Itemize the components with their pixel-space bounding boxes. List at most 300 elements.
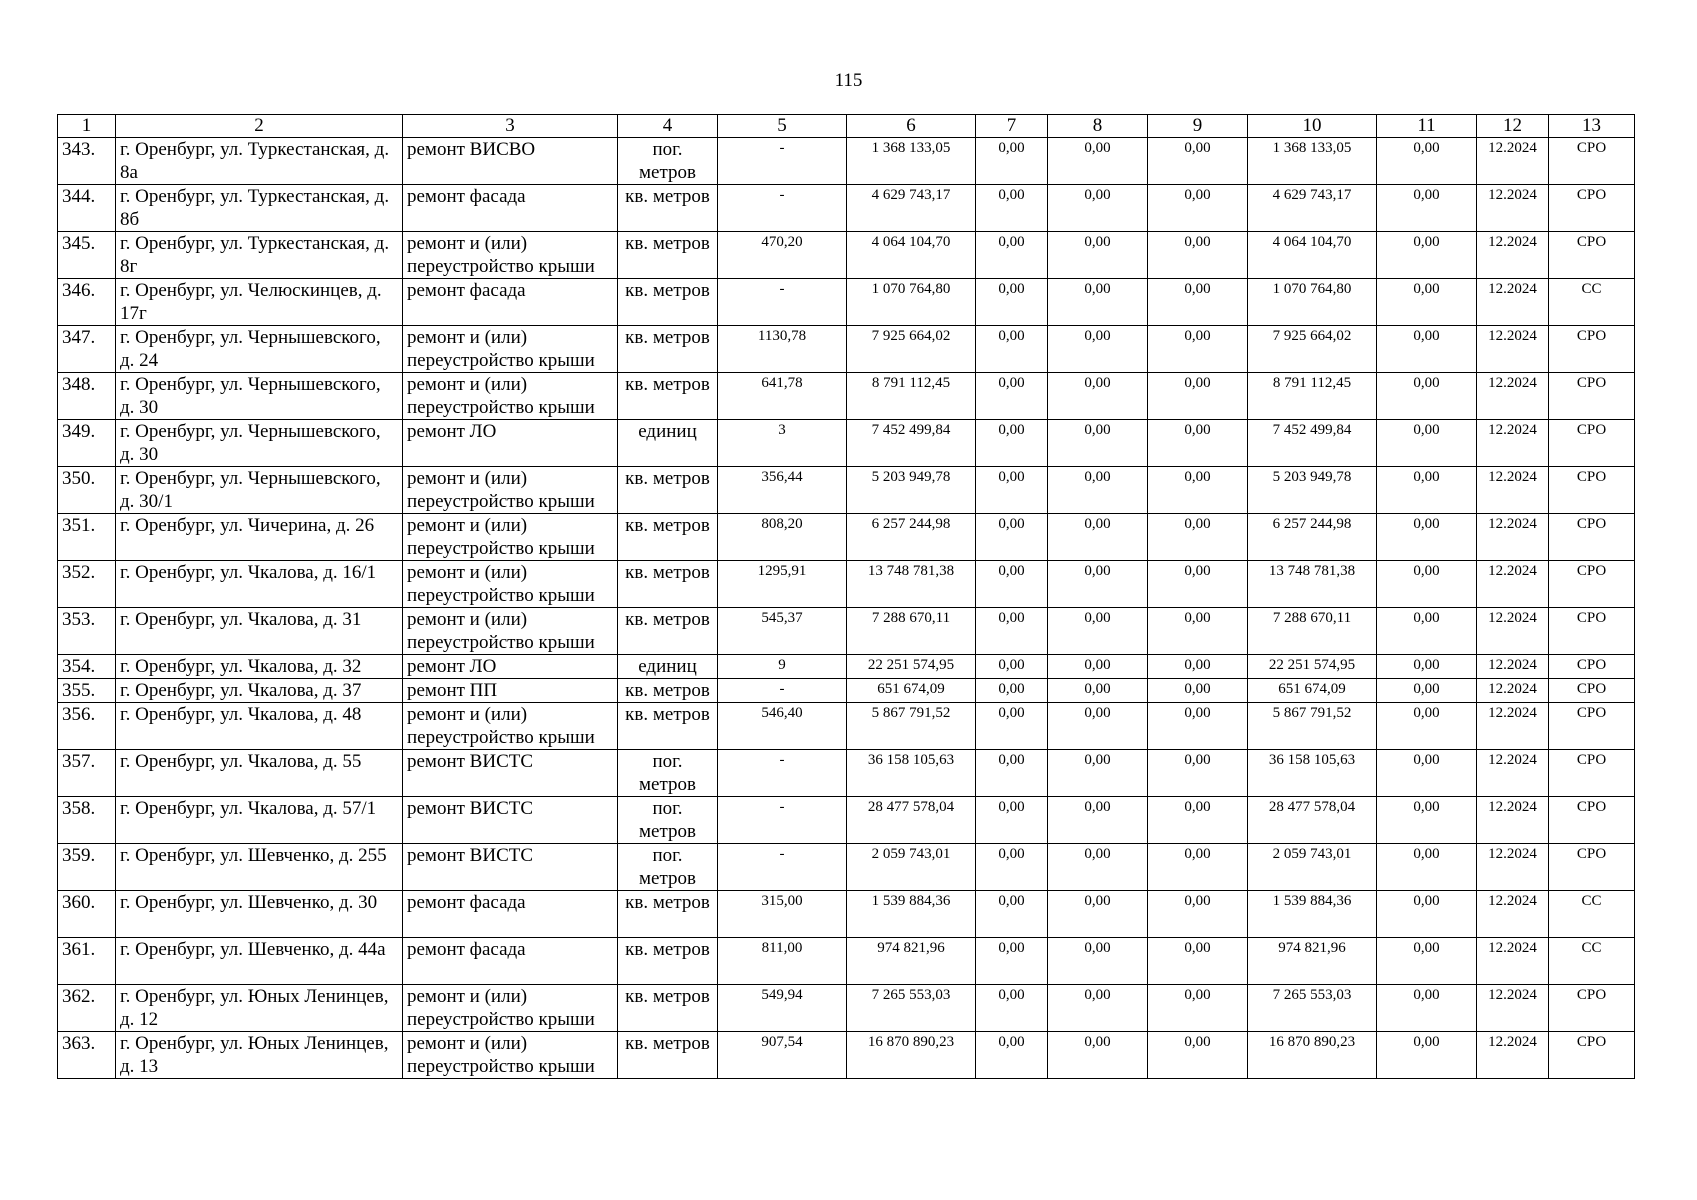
owners-funds-cell: 22 251 574,95 bbox=[1248, 655, 1377, 679]
budget-subject-cell: 0,00 bbox=[1048, 797, 1148, 844]
work-type-cell: ремонт и (или) переустройство крыши bbox=[403, 561, 618, 608]
column-header: 1 bbox=[58, 115, 116, 138]
other-funds-cell: 0,00 bbox=[1377, 514, 1477, 561]
total-cost-cell: 7 265 553,03 bbox=[847, 985, 976, 1032]
quantity-cell: - bbox=[718, 844, 847, 891]
deadline-cell: 12.2024 bbox=[1477, 326, 1549, 373]
row-number: 345. bbox=[58, 232, 116, 279]
total-cost-cell: 4 064 104,70 bbox=[847, 232, 976, 279]
fund-method-cell: СРО bbox=[1549, 514, 1635, 561]
deadline-cell: 12.2024 bbox=[1477, 797, 1549, 844]
total-cost-cell: 22 251 574,95 bbox=[847, 655, 976, 679]
column-header: 3 bbox=[403, 115, 618, 138]
deadline-cell: 12.2024 bbox=[1477, 1032, 1549, 1079]
budget-subject-cell: 0,00 bbox=[1048, 750, 1148, 797]
unit-cell: кв. метров bbox=[618, 232, 718, 279]
other-funds-cell: 0,00 bbox=[1377, 279, 1477, 326]
budget-subject-cell: 0,00 bbox=[1048, 373, 1148, 420]
total-cost-cell: 651 674,09 bbox=[847, 679, 976, 703]
row-number: 354. bbox=[58, 655, 116, 679]
address-cell: г. Оренбург, ул. Чкалова, д. 31 bbox=[116, 608, 403, 655]
repair-register-table bbox=[57, 114, 1635, 1079]
unit-cell: кв. метров bbox=[618, 279, 718, 326]
table-row bbox=[58, 279, 1635, 326]
row-number: 350. bbox=[58, 467, 116, 514]
budget-subject-cell: 0,00 bbox=[1048, 608, 1148, 655]
fund-method-cell: СРО bbox=[1549, 797, 1635, 844]
address-cell: г. Оренбург, ул. Чернышевского, д. 30 bbox=[116, 420, 403, 467]
budget-subject-cell: 0,00 bbox=[1048, 326, 1148, 373]
total-cost-cell: 8 791 112,45 bbox=[847, 373, 976, 420]
fund-method-cell: СРО bbox=[1549, 420, 1635, 467]
other-funds-cell: 0,00 bbox=[1377, 420, 1477, 467]
row-number: 361. bbox=[58, 938, 116, 985]
owners-funds-cell: 651 674,09 bbox=[1248, 679, 1377, 703]
total-cost-cell: 7 452 499,84 bbox=[847, 420, 976, 467]
quantity-cell: 545,37 bbox=[718, 608, 847, 655]
budget-subject-cell: 0,00 bbox=[1048, 703, 1148, 750]
fund-cell: 0,00 bbox=[976, 138, 1048, 185]
local-budget-cell: 0,00 bbox=[1148, 561, 1248, 608]
other-funds-cell: 0,00 bbox=[1377, 797, 1477, 844]
owners-funds-cell: 974 821,96 bbox=[1248, 938, 1377, 985]
fund-cell: 0,00 bbox=[976, 985, 1048, 1032]
fund-cell: 0,00 bbox=[976, 420, 1048, 467]
budget-subject-cell: 0,00 bbox=[1048, 938, 1148, 985]
other-funds-cell: 0,00 bbox=[1377, 373, 1477, 420]
fund-cell: 0,00 bbox=[976, 232, 1048, 279]
unit-cell: пог. метров bbox=[618, 797, 718, 844]
column-header: 10 bbox=[1248, 115, 1377, 138]
total-cost-cell: 16 870 890,23 bbox=[847, 1032, 976, 1079]
fund-method-cell: СС bbox=[1549, 891, 1635, 938]
table-row bbox=[58, 891, 1635, 938]
unit-cell: кв. метров bbox=[618, 679, 718, 703]
deadline-cell: 12.2024 bbox=[1477, 608, 1549, 655]
quantity-cell: 808,20 bbox=[718, 514, 847, 561]
table-row bbox=[58, 420, 1635, 467]
deadline-cell: 12.2024 bbox=[1477, 938, 1549, 985]
deadline-cell: 12.2024 bbox=[1477, 373, 1549, 420]
other-funds-cell: 0,00 bbox=[1377, 232, 1477, 279]
unit-cell: пог. метров bbox=[618, 844, 718, 891]
fund-method-cell: СРО bbox=[1549, 185, 1635, 232]
row-number: 349. bbox=[58, 420, 116, 467]
unit-cell: пог. метров bbox=[618, 138, 718, 185]
total-cost-cell: 1 368 133,05 bbox=[847, 138, 976, 185]
table-row bbox=[58, 561, 1635, 608]
fund-cell: 0,00 bbox=[976, 1032, 1048, 1079]
fund-cell: 0,00 bbox=[976, 326, 1048, 373]
other-funds-cell: 0,00 bbox=[1377, 655, 1477, 679]
work-type-cell: ремонт фасада bbox=[403, 279, 618, 326]
local-budget-cell: 0,00 bbox=[1148, 655, 1248, 679]
address-cell: г. Оренбург, ул. Чичерина, д. 26 bbox=[116, 514, 403, 561]
column-header: 9 bbox=[1148, 115, 1248, 138]
deadline-cell: 12.2024 bbox=[1477, 514, 1549, 561]
unit-cell: кв. метров bbox=[618, 326, 718, 373]
total-cost-cell: 5 867 791,52 bbox=[847, 703, 976, 750]
unit-cell: единиц bbox=[618, 420, 718, 467]
owners-funds-cell: 4 064 104,70 bbox=[1248, 232, 1377, 279]
fund-method-cell: СРО bbox=[1549, 608, 1635, 655]
unit-cell: кв. метров bbox=[618, 514, 718, 561]
work-type-cell: ремонт и (или) переустройство крыши bbox=[403, 985, 618, 1032]
fund-cell: 0,00 bbox=[976, 938, 1048, 985]
quantity-cell: - bbox=[718, 797, 847, 844]
fund-cell: 0,00 bbox=[976, 467, 1048, 514]
deadline-cell: 12.2024 bbox=[1477, 703, 1549, 750]
deadline-cell: 12.2024 bbox=[1477, 138, 1549, 185]
work-type-cell: ремонт фасада bbox=[403, 185, 618, 232]
owners-funds-cell: 6 257 244,98 bbox=[1248, 514, 1377, 561]
quantity-cell: - bbox=[718, 750, 847, 797]
row-number: 359. bbox=[58, 844, 116, 891]
address-cell: г. Оренбург, ул. Чернышевского, д. 30/1 bbox=[116, 467, 403, 514]
budget-subject-cell: 0,00 bbox=[1048, 420, 1148, 467]
column-header: 12 bbox=[1477, 115, 1549, 138]
owners-funds-cell: 1 070 764,80 bbox=[1248, 279, 1377, 326]
table-row bbox=[58, 185, 1635, 232]
quantity-cell: 811,00 bbox=[718, 938, 847, 985]
row-number: 343. bbox=[58, 138, 116, 185]
work-type-cell: ремонт фасада bbox=[403, 891, 618, 938]
budget-subject-cell: 0,00 bbox=[1048, 844, 1148, 891]
work-type-cell: ремонт фасада bbox=[403, 938, 618, 985]
fund-method-cell: СРО bbox=[1549, 703, 1635, 750]
local-budget-cell: 0,00 bbox=[1148, 844, 1248, 891]
unit-cell: пог. метров bbox=[618, 750, 718, 797]
work-type-cell: ремонт ВИСТС bbox=[403, 797, 618, 844]
unit-cell: единиц bbox=[618, 655, 718, 679]
total-cost-cell: 4 629 743,17 bbox=[847, 185, 976, 232]
unit-cell: кв. метров bbox=[618, 1032, 718, 1079]
budget-subject-cell: 0,00 bbox=[1048, 185, 1148, 232]
fund-method-cell: СС bbox=[1549, 279, 1635, 326]
local-budget-cell: 0,00 bbox=[1148, 467, 1248, 514]
address-cell: г. Оренбург, ул. Чернышевского, д. 24 bbox=[116, 326, 403, 373]
address-cell: г. Оренбург, ул. Юных Ленинцев, д. 13 bbox=[116, 1032, 403, 1079]
deadline-cell: 12.2024 bbox=[1477, 185, 1549, 232]
local-budget-cell: 0,00 bbox=[1148, 679, 1248, 703]
total-cost-cell: 36 158 105,63 bbox=[847, 750, 976, 797]
owners-funds-cell: 5 867 791,52 bbox=[1248, 703, 1377, 750]
local-budget-cell: 0,00 bbox=[1148, 373, 1248, 420]
unit-cell: кв. метров bbox=[618, 373, 718, 420]
row-number: 351. bbox=[58, 514, 116, 561]
local-budget-cell: 0,00 bbox=[1148, 232, 1248, 279]
column-header: 2 bbox=[116, 115, 403, 138]
deadline-cell: 12.2024 bbox=[1477, 655, 1549, 679]
fund-cell: 0,00 bbox=[976, 797, 1048, 844]
local-budget-cell: 0,00 bbox=[1148, 703, 1248, 750]
deadline-cell: 12.2024 bbox=[1477, 420, 1549, 467]
local-budget-cell: 0,00 bbox=[1148, 138, 1248, 185]
work-type-cell: ремонт и (или) переустройство крыши bbox=[403, 1032, 618, 1079]
quantity-cell: 9 bbox=[718, 655, 847, 679]
row-number: 353. bbox=[58, 608, 116, 655]
budget-subject-cell: 0,00 bbox=[1048, 138, 1148, 185]
other-funds-cell: 0,00 bbox=[1377, 679, 1477, 703]
work-type-cell: ремонт и (или) переустройство крыши bbox=[403, 514, 618, 561]
address-cell: г. Оренбург, ул. Юных Ленинцев, д. 12 bbox=[116, 985, 403, 1032]
budget-subject-cell: 0,00 bbox=[1048, 514, 1148, 561]
table-row bbox=[58, 797, 1635, 844]
address-cell: г. Оренбург, ул. Шевченко, д. 255 bbox=[116, 844, 403, 891]
quantity-cell: 549,94 bbox=[718, 985, 847, 1032]
budget-subject-cell: 0,00 bbox=[1048, 467, 1148, 514]
unit-cell: кв. метров bbox=[618, 985, 718, 1032]
other-funds-cell: 0,00 bbox=[1377, 561, 1477, 608]
address-cell: г. Оренбург, ул. Чкалова, д. 55 bbox=[116, 750, 403, 797]
other-funds-cell: 0,00 bbox=[1377, 1032, 1477, 1079]
owners-funds-cell: 1 368 133,05 bbox=[1248, 138, 1377, 185]
owners-funds-cell: 28 477 578,04 bbox=[1248, 797, 1377, 844]
fund-cell: 0,00 bbox=[976, 185, 1048, 232]
column-header: 7 bbox=[976, 115, 1048, 138]
column-header: 13 bbox=[1549, 115, 1635, 138]
column-header: 8 bbox=[1048, 115, 1148, 138]
local-budget-cell: 0,00 bbox=[1148, 326, 1248, 373]
work-type-cell: ремонт и (или) переустройство крыши bbox=[403, 703, 618, 750]
work-type-cell: ремонт ЛО bbox=[403, 655, 618, 679]
fund-method-cell: СРО bbox=[1549, 232, 1635, 279]
local-budget-cell: 0,00 bbox=[1148, 420, 1248, 467]
unit-cell: кв. метров bbox=[618, 185, 718, 232]
address-cell: г. Оренбург, ул. Чкалова, д. 16/1 bbox=[116, 561, 403, 608]
table-row bbox=[58, 326, 1635, 373]
owners-funds-cell: 2 059 743,01 bbox=[1248, 844, 1377, 891]
fund-method-cell: СРО bbox=[1549, 373, 1635, 420]
other-funds-cell: 0,00 bbox=[1377, 326, 1477, 373]
unit-cell: кв. метров bbox=[618, 703, 718, 750]
quantity-cell: 641,78 bbox=[718, 373, 847, 420]
total-cost-cell: 974 821,96 bbox=[847, 938, 976, 985]
fund-cell: 0,00 bbox=[976, 279, 1048, 326]
fund-method-cell: СРО bbox=[1549, 679, 1635, 703]
unit-cell: кв. метров bbox=[618, 467, 718, 514]
other-funds-cell: 0,00 bbox=[1377, 844, 1477, 891]
budget-subject-cell: 0,00 bbox=[1048, 891, 1148, 938]
fund-method-cell: СРО bbox=[1549, 655, 1635, 679]
budget-subject-cell: 0,00 bbox=[1048, 232, 1148, 279]
quantity-cell: 470,20 bbox=[718, 232, 847, 279]
quantity-cell: 1295,91 bbox=[718, 561, 847, 608]
fund-cell: 0,00 bbox=[976, 608, 1048, 655]
column-header: 5 bbox=[718, 115, 847, 138]
work-type-cell: ремонт ВИСВО bbox=[403, 138, 618, 185]
work-type-cell: ремонт и (или) переустройство крыши bbox=[403, 232, 618, 279]
local-budget-cell: 0,00 bbox=[1148, 938, 1248, 985]
work-type-cell: ремонт и (или) переустройство крыши bbox=[403, 608, 618, 655]
local-budget-cell: 0,00 bbox=[1148, 608, 1248, 655]
local-budget-cell: 0,00 bbox=[1148, 891, 1248, 938]
other-funds-cell: 0,00 bbox=[1377, 985, 1477, 1032]
budget-subject-cell: 0,00 bbox=[1048, 1032, 1148, 1079]
row-number: 363. bbox=[58, 1032, 116, 1079]
quantity-cell: - bbox=[718, 279, 847, 326]
owners-funds-cell: 16 870 890,23 bbox=[1248, 1032, 1377, 1079]
row-number: 347. bbox=[58, 326, 116, 373]
local-budget-cell: 0,00 bbox=[1148, 750, 1248, 797]
work-type-cell: ремонт и (или) переустройство крыши bbox=[403, 467, 618, 514]
address-cell: г. Оренбург, ул. Шевченко, д. 44а bbox=[116, 938, 403, 985]
row-number: 362. bbox=[58, 985, 116, 1032]
quantity-cell: 315,00 bbox=[718, 891, 847, 938]
fund-cell: 0,00 bbox=[976, 655, 1048, 679]
address-cell: г. Оренбург, ул. Челюскинцев, д. 17г bbox=[116, 279, 403, 326]
table-row bbox=[58, 938, 1635, 985]
address-cell: г. Оренбург, ул. Чкалова, д. 32 bbox=[116, 655, 403, 679]
unit-cell: кв. метров bbox=[618, 938, 718, 985]
total-cost-cell: 13 748 781,38 bbox=[847, 561, 976, 608]
total-cost-cell: 7 925 664,02 bbox=[847, 326, 976, 373]
other-funds-cell: 0,00 bbox=[1377, 185, 1477, 232]
fund-method-cell: СРО bbox=[1549, 467, 1635, 514]
total-cost-cell: 2 059 743,01 bbox=[847, 844, 976, 891]
unit-cell: кв. метров bbox=[618, 608, 718, 655]
local-budget-cell: 0,00 bbox=[1148, 1032, 1248, 1079]
quantity-cell: 907,54 bbox=[718, 1032, 847, 1079]
row-number: 360. bbox=[58, 891, 116, 938]
table-row bbox=[58, 373, 1635, 420]
table-row bbox=[58, 985, 1635, 1032]
work-type-cell: ремонт ПП bbox=[403, 679, 618, 703]
owners-funds-cell: 7 265 553,03 bbox=[1248, 985, 1377, 1032]
page-number: 115 bbox=[834, 70, 863, 91]
local-budget-cell: 0,00 bbox=[1148, 185, 1248, 232]
fund-cell: 0,00 bbox=[976, 514, 1048, 561]
table-row bbox=[58, 679, 1635, 703]
fund-method-cell: СРО bbox=[1549, 326, 1635, 373]
other-funds-cell: 0,00 bbox=[1377, 750, 1477, 797]
total-cost-cell: 1 070 764,80 bbox=[847, 279, 976, 326]
row-number: 356. bbox=[58, 703, 116, 750]
budget-subject-cell: 0,00 bbox=[1048, 679, 1148, 703]
deadline-cell: 12.2024 bbox=[1477, 750, 1549, 797]
fund-method-cell: СРО bbox=[1549, 1032, 1635, 1079]
unit-cell: кв. метров bbox=[618, 561, 718, 608]
total-cost-cell: 1 539 884,36 bbox=[847, 891, 976, 938]
deadline-cell: 12.2024 bbox=[1477, 279, 1549, 326]
address-cell: г. Оренбург, ул. Туркестанская, д. 8б bbox=[116, 185, 403, 232]
row-number: 352. bbox=[58, 561, 116, 608]
deadline-cell: 12.2024 bbox=[1477, 891, 1549, 938]
table-row bbox=[58, 750, 1635, 797]
table-row bbox=[58, 655, 1635, 679]
local-budget-cell: 0,00 bbox=[1148, 985, 1248, 1032]
budget-subject-cell: 0,00 bbox=[1048, 279, 1148, 326]
fund-method-cell: СРО bbox=[1549, 138, 1635, 185]
owners-funds-cell: 5 203 949,78 bbox=[1248, 467, 1377, 514]
address-cell: г. Оренбург, ул. Шевченко, д. 30 bbox=[116, 891, 403, 938]
owners-funds-cell: 7 925 664,02 bbox=[1248, 326, 1377, 373]
fund-cell: 0,00 bbox=[976, 373, 1048, 420]
local-budget-cell: 0,00 bbox=[1148, 797, 1248, 844]
budget-subject-cell: 0,00 bbox=[1048, 561, 1148, 608]
address-cell: г. Оренбург, ул. Туркестанская, д. 8г bbox=[116, 232, 403, 279]
fund-cell: 0,00 bbox=[976, 679, 1048, 703]
work-type-cell: ремонт и (или) переустройство крыши bbox=[403, 373, 618, 420]
fund-cell: 0,00 bbox=[976, 703, 1048, 750]
table-row bbox=[58, 232, 1635, 279]
quantity-cell: 1130,78 bbox=[718, 326, 847, 373]
other-funds-cell: 0,00 bbox=[1377, 138, 1477, 185]
column-number-row bbox=[58, 115, 1635, 138]
owners-funds-cell: 8 791 112,45 bbox=[1248, 373, 1377, 420]
fund-cell: 0,00 bbox=[976, 844, 1048, 891]
deadline-cell: 12.2024 bbox=[1477, 985, 1549, 1032]
row-number: 358. bbox=[58, 797, 116, 844]
deadline-cell: 12.2024 bbox=[1477, 232, 1549, 279]
table-row bbox=[58, 608, 1635, 655]
work-type-cell: ремонт ВИСТС bbox=[403, 750, 618, 797]
quantity-cell: 3 bbox=[718, 420, 847, 467]
local-budget-cell: 0,00 bbox=[1148, 279, 1248, 326]
table-row bbox=[58, 514, 1635, 561]
quantity-cell: - bbox=[718, 138, 847, 185]
fund-method-cell: СС bbox=[1549, 938, 1635, 985]
other-funds-cell: 0,00 bbox=[1377, 467, 1477, 514]
row-number: 348. bbox=[58, 373, 116, 420]
work-type-cell: ремонт ВИСТС bbox=[403, 844, 618, 891]
row-number: 357. bbox=[58, 750, 116, 797]
budget-subject-cell: 0,00 bbox=[1048, 985, 1148, 1032]
table-row bbox=[58, 467, 1635, 514]
owners-funds-cell: 7 452 499,84 bbox=[1248, 420, 1377, 467]
address-cell: г. Оренбург, ул. Туркестанская, д. 8а bbox=[116, 138, 403, 185]
fund-cell: 0,00 bbox=[976, 750, 1048, 797]
total-cost-cell: 5 203 949,78 bbox=[847, 467, 976, 514]
table-row bbox=[58, 138, 1635, 185]
table-row bbox=[58, 703, 1635, 750]
fund-cell: 0,00 bbox=[976, 561, 1048, 608]
owners-funds-cell: 13 748 781,38 bbox=[1248, 561, 1377, 608]
other-funds-cell: 0,00 bbox=[1377, 891, 1477, 938]
total-cost-cell: 6 257 244,98 bbox=[847, 514, 976, 561]
address-cell: г. Оренбург, ул. Чкалова, д. 48 bbox=[116, 703, 403, 750]
work-type-cell: ремонт и (или) переустройство крыши bbox=[403, 326, 618, 373]
row-number: 344. bbox=[58, 185, 116, 232]
other-funds-cell: 0,00 bbox=[1377, 608, 1477, 655]
row-number: 355. bbox=[58, 679, 116, 703]
local-budget-cell: 0,00 bbox=[1148, 514, 1248, 561]
column-header: 11 bbox=[1377, 115, 1477, 138]
quantity-cell: 546,40 bbox=[718, 703, 847, 750]
quantity-cell: 356,44 bbox=[718, 467, 847, 514]
owners-funds-cell: 7 288 670,11 bbox=[1248, 608, 1377, 655]
total-cost-cell: 28 477 578,04 bbox=[847, 797, 976, 844]
owners-funds-cell: 36 158 105,63 bbox=[1248, 750, 1377, 797]
total-cost-cell: 7 288 670,11 bbox=[847, 608, 976, 655]
deadline-cell: 12.2024 bbox=[1477, 467, 1549, 514]
column-header: 6 bbox=[847, 115, 976, 138]
other-funds-cell: 0,00 bbox=[1377, 703, 1477, 750]
unit-cell: кв. метров bbox=[618, 891, 718, 938]
quantity-cell: - bbox=[718, 679, 847, 703]
deadline-cell: 12.2024 bbox=[1477, 561, 1549, 608]
row-number: 346. bbox=[58, 279, 116, 326]
table-row bbox=[58, 844, 1635, 891]
budget-subject-cell: 0,00 bbox=[1048, 655, 1148, 679]
quantity-cell: - bbox=[718, 185, 847, 232]
address-cell: г. Оренбург, ул. Чернышевского, д. 30 bbox=[116, 373, 403, 420]
deadline-cell: 12.2024 bbox=[1477, 679, 1549, 703]
fund-method-cell: СРО bbox=[1549, 561, 1635, 608]
fund-method-cell: СРО bbox=[1549, 844, 1635, 891]
deadline-cell: 12.2024 bbox=[1477, 844, 1549, 891]
owners-funds-cell: 1 539 884,36 bbox=[1248, 891, 1377, 938]
